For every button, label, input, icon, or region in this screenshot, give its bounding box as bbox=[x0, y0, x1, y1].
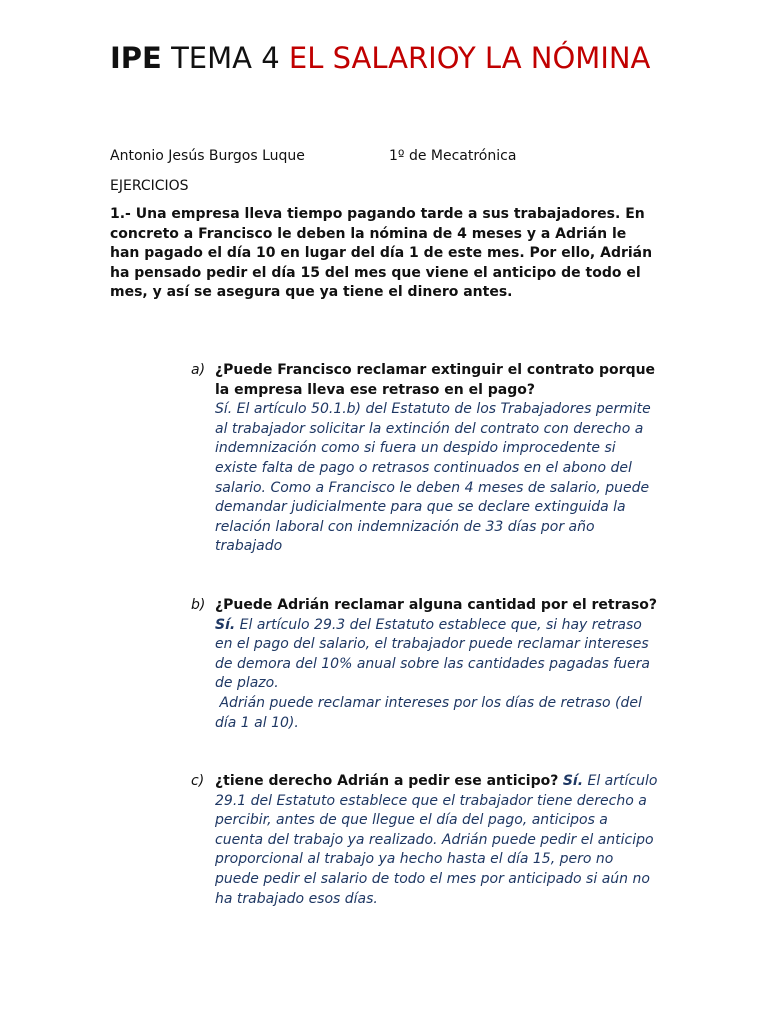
answer-text: Sí. El artículo 50.1.b) del Estatuto de los Trabajadores permite al trabajador solicitar la extinción del contrato con derecho a indemnización como si fuera un despido improcedente si existe falta de pago o retrasos continuados en el abono del salario. Como a Francisco le deben 4 meses de salario, puede demandar judicialmente para que se declare extinguida la relación laboral con indemnización de 33 días por año trabajado bbox=[215, 401, 651, 555]
course-name: 1º de Mecatrónica bbox=[389, 148, 517, 164]
answer-text: El artículo 29.3 del Estatuto establece que, si hay retraso en el pago del salario, el trabajador puede reclamar intereses de demora del 10% anual sobre las cantidades pagadas fuera de plazo. bbox=[215, 616, 650, 692]
title-subject: IPE bbox=[110, 41, 162, 75]
question-a bbox=[191, 361, 660, 557]
answer-text: El artículo 29.1 del Estatuto establece que el trabajador tiene derecho a percibir, antes de que llegue el día del pago, anticipos a cuenta del trabajo ya realizado. Adrián puede pedir el anticipo proporcional al trabajo ya hecho hasta el día 15, pero no puede pedir el salario de todo el mes por anticipado si aún no ha trabajado esos días. bbox=[215, 773, 658, 907]
question-text: ¿Puede Adrián reclamar alguna cantidad por el retraso? bbox=[215, 597, 658, 613]
question-text: ¿tiene derecho Adrián a pedir ese anticipo? bbox=[215, 773, 559, 789]
answer-lead: Sí. bbox=[562, 773, 584, 789]
list-marker: a) bbox=[191, 362, 206, 378]
exercise-statement: 1.- Una empresa lleva tiempo pagando tarde a sus trabajadores. En concreto a Francisco le deben la nómina de 4 meses y a Adrián le han pagado el día 10 en lugar del día 1 de este mes. Por ello, Adrián ha pensado pedir el día 15 del mes que viene el anticipo de todo el mes, y así se asegura que ya tiene el dinero antes. bbox=[110, 206, 653, 301]
question-b bbox=[191, 596, 660, 733]
answer-extra-text bbox=[215, 695, 642, 731]
answer-extra-content: Adrián puede reclamar intereses por los días de retraso (del día 1 al 10). bbox=[215, 694, 642, 731]
answer-lead: Sí. bbox=[215, 616, 236, 633]
list-marker: b) bbox=[191, 597, 206, 613]
question-text: ¿Puede Francisco reclamar extinguir el contrato porque la empresa lleva ese retraso en el pago? bbox=[215, 362, 656, 398]
question-c bbox=[191, 772, 660, 909]
title-topic-name: EL SALARIOY LA NÓMINA bbox=[288, 41, 651, 75]
title-topic-number: TEMA 4 bbox=[161, 41, 289, 75]
list-marker: c) bbox=[191, 773, 205, 789]
author-line bbox=[110, 147, 517, 165]
page-title bbox=[110, 38, 670, 78]
section-heading: EJERCICIOS bbox=[110, 178, 189, 194]
author-name: Antonio Jesús Burgos Luque bbox=[110, 148, 305, 164]
